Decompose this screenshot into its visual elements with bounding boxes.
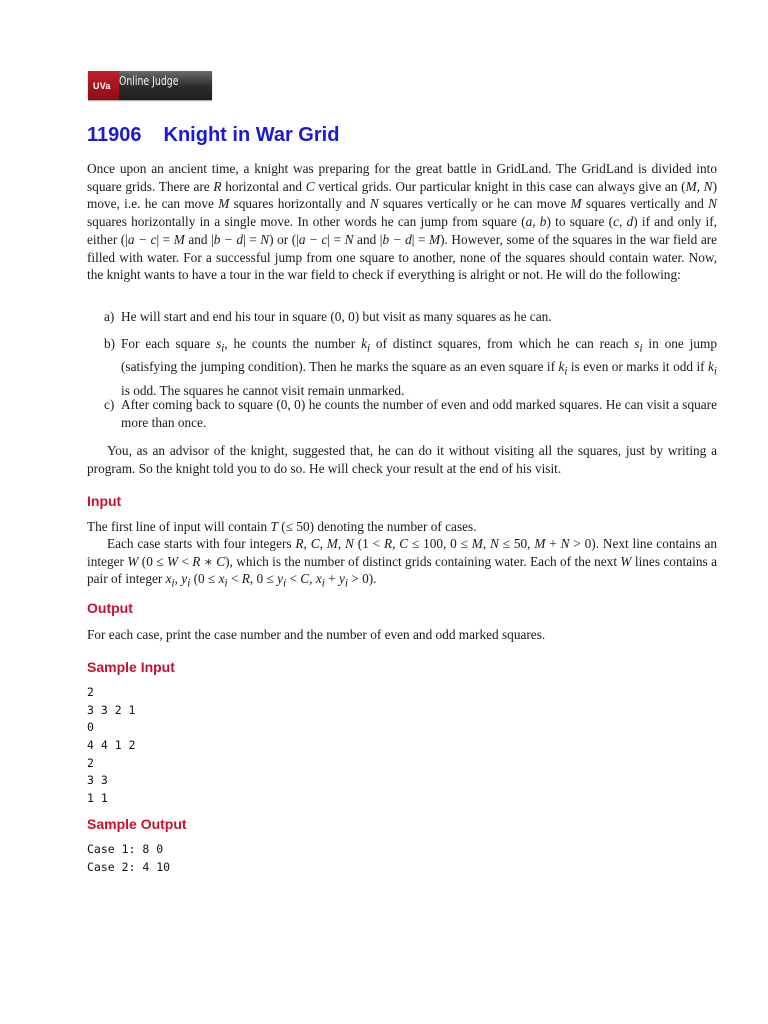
sample-input-line: 1 1 bbox=[87, 791, 108, 806]
sample-output-line: Case 1: 8 0 bbox=[87, 842, 164, 856]
input-line-2: Each case starts with four integers R, C, M, N (1 < R, C ≤ 100, 0 ≤ M, N ≤ 50, M + N > 0). Next line contains an integer W (0 ≤ W < R ∗ C), which is the number of distinct grids containing water. Each of the next W lines contains a pair of integer $x_i$, $y_i$ ($0 \le x_i < R$, $0 \le y_i < C$, $x_i + y_i > 0$). bbox=[87, 536, 717, 591]
step-b: b) For each square $s_i$, he counts the number $k_i$ of distinct squares, from which he can reach $s_i$ in one jump (satisfying the jumping condition). Then he marks the square as an even square if $k_i$ is even or marks it odd if $k_i$ is odd. The squares he cannot visit remain unmarked. bbox=[104, 336, 717, 398]
sample-input-line: 3 3 2 1 bbox=[87, 702, 136, 717]
uva-badge-text: UVa bbox=[93, 81, 111, 91]
sample-input-line: 2 bbox=[87, 755, 94, 770]
input-heading: Input bbox=[87, 493, 122, 509]
output-description: For each case, print the case number and the number of even and odd marked squares. bbox=[87, 627, 546, 642]
sample-input-block bbox=[87, 684, 135, 808]
sample-input-heading: Sample Input bbox=[87, 659, 175, 675]
output-heading: Output bbox=[87, 600, 133, 616]
online-judge-text: Online Judge bbox=[119, 74, 179, 88]
step-c: c) After coming back to square (0, 0) he counts the number of even and odd marked squares. He can visit a square more than once. bbox=[104, 397, 717, 430]
problem-number: 11906 bbox=[87, 124, 142, 146]
sample-output-heading: Sample Output bbox=[87, 816, 187, 832]
input-line-1: The first line of input will contain T (≤ 50) denoting the number of cases. bbox=[87, 519, 477, 534]
sample-input-line: 4 4 1 2 bbox=[87, 738, 136, 753]
sample-input-line: 3 3 bbox=[87, 773, 108, 788]
problem-name: Knight in War Grid bbox=[163, 124, 340, 146]
uva-online-judge-logo bbox=[88, 71, 212, 100]
sample-output-block bbox=[87, 841, 170, 876]
sample-output-line: Case 2: 4 10 bbox=[87, 859, 171, 874]
advice-paragraph: You, as an advisor of the knight, suggested that, he can do it without visiting all the squares, just by writing a program. So the knight told you to do so. He will check your result at the end of his visit. bbox=[87, 443, 717, 476]
sample-input-line: 0 bbox=[87, 720, 94, 735]
sample-input-line: 2 bbox=[87, 685, 94, 699]
intro-paragraph: Once upon an ancient time, a knight was preparing for the great battle in GridLand. The GridLand is divided into square grids. There are R horizontal and C vertical grids. Our particular knight in this case can always give an (M, N) move, i.e. he can move M squares horizontally and N squares vertically or he can move M squares vertically and N squares horizontally in a single move. In other words he can jump from square (a, b) to square (c, d) if and only if, either (|a − c| = M and |b − d| = N) or (|a − c| = N and |b − d| = M). However, some of the squares in the war field are filled with water. For a successful jump from one square to another, none of the squares should contain water. Now, the knight wants to have a tour in the war field to check if everything is alright or not. He will do the following: bbox=[87, 161, 718, 283]
problem-title bbox=[87, 124, 339, 147]
step-a: a) He will start and end his tour in square (0, 0) but visit as many squares as he can. bbox=[104, 309, 552, 324]
